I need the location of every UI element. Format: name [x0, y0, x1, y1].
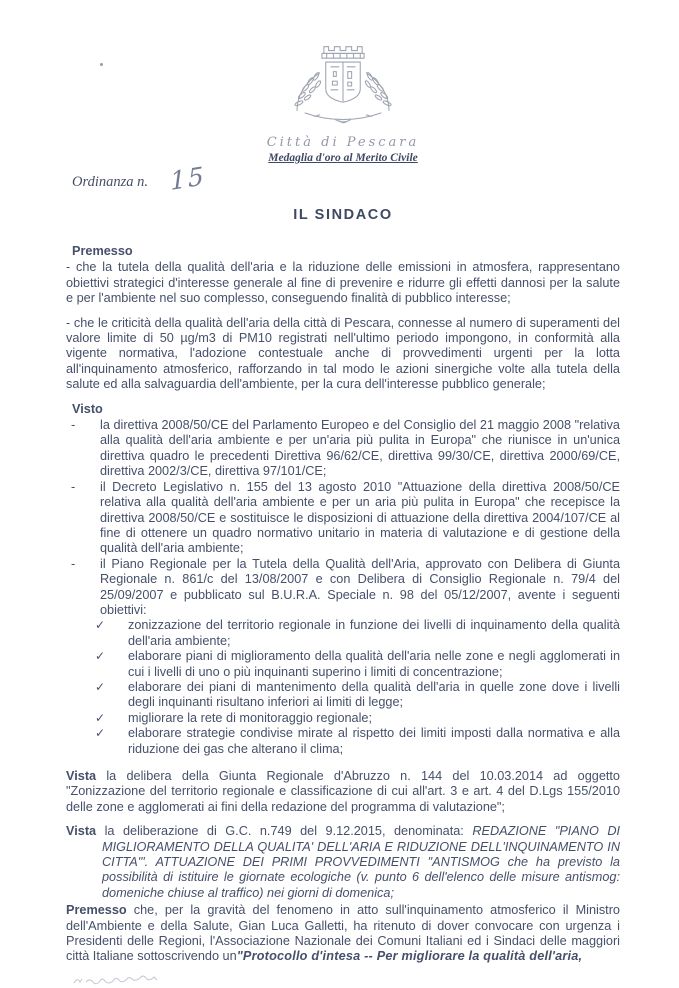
vista-gr-lead: Vista [66, 769, 97, 783]
vista-delibera-gr-paragraph [66, 769, 620, 815]
objective-item [66, 618, 620, 649]
vista-gc-text: la deliberazione di G.C. n.749 del 9.12.2015, denominata: [96, 824, 473, 839]
check-icon: ✓ [95, 726, 106, 741]
objective-item [66, 680, 620, 711]
visto-item [66, 418, 620, 480]
dash-icon: - [71, 479, 76, 494]
visto-item-text: il Piano Regionale per la Tutela della Qualità dell'Aria, approvato con Delibera di Giunta Regionale n. 861/c del 13/08/2007 e con Delibera di Consiglio Regionale n. 79/4 del 25/09/2007 e pubblicato sul B.U.R.A. Speciale n. 98 del 05/12/2007, avente i seguenti obiettivi: [100, 556, 620, 617]
check-icon: ✓ [95, 679, 106, 694]
check-icon: ✓ [95, 649, 106, 664]
premesso-che-protocollo-text: "Protocollo d'intesa -- Per migliorare la qualità dell'aria, [236, 949, 583, 964]
medal-motto: Medaglia d'oro al Merito Civile [268, 152, 418, 164]
visto-item [66, 557, 620, 619]
dash-icon: - [71, 418, 76, 433]
premesso-paragraph-1: - che la tutela della qualità dell'aria e la riduzione delle emissioni in atmosfera, rappresentano obiettivi strategici d'interesse generale al fine di prevenire e ridurre gli effetti dannosi per la salute e per l'ambiente nel suo complesso, conseguendo finalità di pubblico interesse; [66, 260, 620, 306]
dash-icon: - [71, 556, 76, 571]
city-name-script: Città di Pescara [266, 135, 420, 150]
check-icon: ✓ [95, 710, 106, 725]
vista-deliberazione-gc-paragraph [66, 824, 620, 901]
objective-item [66, 726, 620, 757]
objectives-list [66, 618, 620, 757]
premesso-che-lead: Premesso [66, 903, 127, 918]
scan-artifact-dot [100, 63, 103, 66]
objective-item [66, 711, 620, 726]
objective-item-text: elaborare piani di miglioramento della qualità dell'aria nelle zone e negli agglomerati in cui i livelli di uno o più inquinanti superino i limiti di concentrazione; [128, 649, 620, 679]
section-heading-visto: Visto [72, 401, 103, 416]
ordinance-label: Ordinanza n. [72, 174, 148, 190]
premesso-che-paragraph [66, 903, 620, 965]
section-heading-premesso: Premesso [72, 244, 133, 258]
objective-item-text: elaborare dei piani di mantenimento della qualità dell'aria in quelle zone dove i livelli degli inquinanti risultano inferiori ai limiti di legge; [128, 679, 620, 710]
visto-list [66, 418, 620, 618]
city-crest-icon [275, 40, 411, 132]
premesso-che-text: che, per la gravità del fenomeno in atto sull'inquinamento atmosferico il Ministro dell'Ambiente e della Salute, Gian Luca Galletti, ha ritenuto di dover convocare con urgenza i Presidenti delle Regioni, l'Associazione Nazionale dei Comuni Italiani ed i Sindaci delle maggiori città Italiane sottoscrivendo un [66, 903, 620, 964]
visto-item-text: la direttiva 2008/50/CE del Parlamento Europeo e del Consiglio del 21 maggio 2008 "relativa alla qualità dell'aria ambiente e per un'aria più pulita in Europa" che riunisce in un'unica direttiva quadro le precedenti Direttiva 96/62/CE, direttiva 99/30/CE, direttiva 2000/69/CE, direttiva 2002/3/CE, direttiva 97/101/CE; [100, 418, 620, 479]
vista-gc-italic-text: REDAZIONE "PIANO DI MIGLIORAMENTO DELLA QUALITA' DELL'ARIA E RIDUZIONE DELL'INQUINAMENTO IN CITTA'". ATTUAZIONE DEI PRIMI PROVVEDIMENTI "ANTISMOG che ha previsto la possibilità di istituire le giornate ecologiche (v. punto 6 dell'elenco delle misure antismog: domeniche chiuse al traffico) nei giorni di domenica; [102, 824, 621, 900]
objective-item-text: elaborare strategie condivise mirate al rispetto dei limiti imposti dalla normativa e alla riduzione dei gas che alterano il clima; [128, 726, 620, 756]
page-title: IL SINDACO [293, 207, 393, 223]
vista-gr-text: la delibera della Giunta Regionale d'Abruzzo n. 144 del 10.03.2014 ad oggetto "Zonizzazione del territorio regionale e classificazione di cui all'art. 3 e art. 4 del D.Lgs 155/2010 delle zone e agglomerati ai fini della redazione del programma di valutazione"; [66, 769, 620, 814]
visto-item [66, 480, 620, 557]
vista-gc-lead: Vista [66, 824, 97, 839]
objective-item [66, 649, 620, 680]
handwritten-scribble [72, 974, 164, 988]
premesso-paragraph-2: - che le criticità della qualità dell'aria della città di Pescara, connesse al numero di superamenti del valore limite di 50 µg/m3 di PM10 registrati nell'ultimo periodo impongono, in conformità alla vigente normativa, l'adozione contestuale anche di provvedimenti urgenti per la lotta all'inquinamento atmosferico, rafforzando in tal modo le azioni sinergiche volte alla tutela della salute ed alla salvaguardia dell'ambiente, per la cura dell'interesse pubblico generale; [66, 315, 620, 392]
objective-item-text: migliorare la rete di monitoraggio regionale; [128, 710, 373, 725]
ordinance-row [66, 161, 620, 196]
visto-item-text: il Decreto Legislativo n. 155 del 13 agosto 2010 "Attuazione della direttiva 2008/50/CE relativa alla qualità dell'aria ambiente e per un aria più pulita in Europa" che recepisce la direttiva 2008/50/CE e sostituisce le disposizioni di attuazione della direttiva 2004/107/CE al fine di ottenere un quadro normativo unitario in materia di valutazione e di gestione della qualità dell'aria ambiente; [100, 479, 620, 556]
document-body [66, 244, 620, 988]
check-icon: ✓ [95, 618, 106, 633]
objective-item-text: zonizzazione del territorio regionale in funzione dei livelli di inquinamento della qualità dell'aria ambiente; [128, 618, 620, 648]
document-header [66, 40, 620, 164]
ordinance-number-handwritten: 15 [169, 161, 207, 196]
